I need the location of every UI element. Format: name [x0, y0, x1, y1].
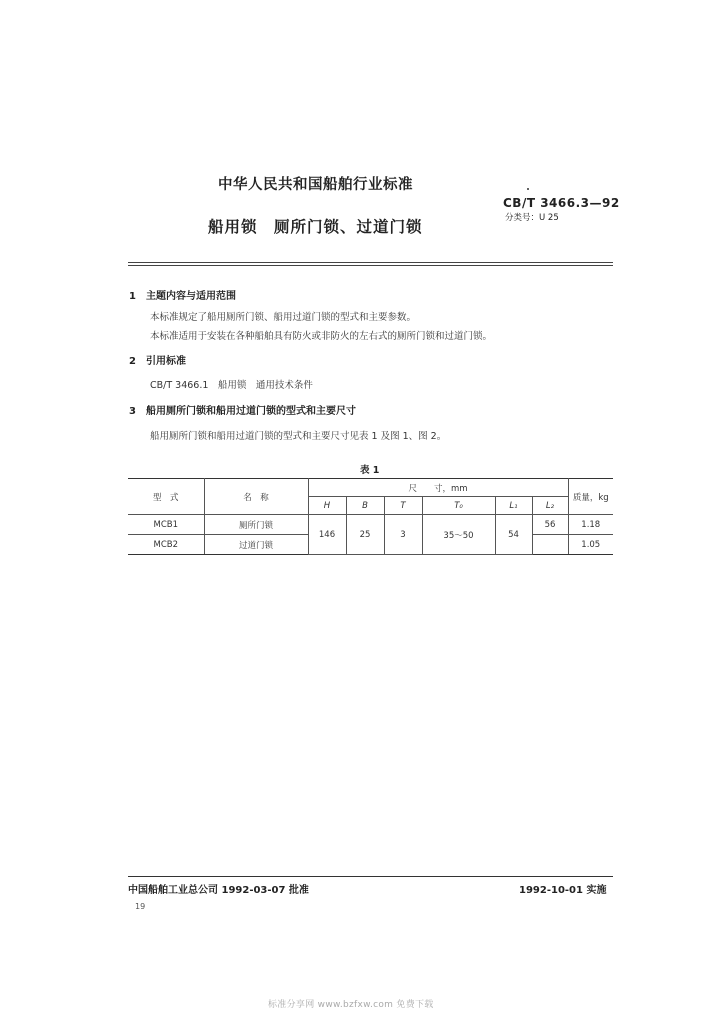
section-1-paragraph-2: 本标准适用于安装在各种船舶具有防火或非防火的左右式的厕所门锁和过道门锁。	[150, 331, 493, 342]
section-3-paragraph-1: 船用厕所门锁和船用过道门锁的型式和主要尺寸见表 1 及图 1、图 2。	[150, 431, 447, 442]
header-dim-l1: L₁	[495, 497, 532, 515]
cell-mass: 1.18	[568, 515, 613, 535]
header-dim-l2: L₂	[532, 497, 568, 515]
approval-line: 中国船舶工业总公司 1992-03-07 批准	[128, 885, 309, 896]
header-dimensions: 尺 寸，mm	[308, 479, 568, 497]
dimensions-table	[128, 478, 613, 555]
cell-l2: 56	[532, 515, 568, 535]
cell-type: MCB2	[128, 535, 204, 555]
header-type: 型 式	[128, 479, 204, 515]
header-rule-secondary	[128, 265, 613, 266]
issuing-organization: 中华人民共和国船舶行业标准	[218, 177, 413, 193]
cell-l2	[532, 535, 568, 555]
header-name: 名 称	[204, 479, 308, 515]
header-rule	[128, 262, 613, 263]
document-title: 船用锁 厕所门锁、过道门锁	[208, 218, 423, 236]
cell-name: 厕所门锁	[204, 515, 308, 535]
section-2-heading: 2 引用标准	[129, 356, 186, 367]
standard-code: CB/T 3466.3—92	[503, 196, 620, 210]
effective-date: 1992-10-01 实施	[519, 885, 607, 896]
section-1-heading: 1 主题内容与适用范围	[129, 291, 236, 302]
table-header-row	[128, 479, 613, 497]
section-3-heading: 3 船用厕所门锁和船用过道门锁的型式和主要尺寸	[129, 406, 356, 417]
header-dim-h: H	[308, 497, 346, 515]
cell-l1: 54	[495, 515, 532, 555]
table-row	[128, 515, 613, 535]
cell-h: 146	[308, 515, 346, 555]
cell-name: 过道门锁	[204, 535, 308, 555]
header-dim-t: T	[384, 497, 422, 515]
header-dim-b: B	[346, 497, 384, 515]
header-dim-t0: T₀	[422, 497, 495, 515]
page-number: 19	[135, 902, 146, 911]
section-2-paragraph-1: CB/T 3466.1 船用锁 通用技术条件	[150, 380, 313, 391]
cell-t: 3	[384, 515, 422, 555]
classification-number: 分类号：U 25	[505, 213, 559, 223]
scan-speck	[527, 188, 529, 190]
table-caption: 表 1	[360, 465, 380, 476]
site-watermark: 标准分享网 www.bzfxw.com 免费下载	[268, 1000, 434, 1010]
cell-type: MCB1	[128, 515, 204, 535]
cell-t0: 35～50	[422, 515, 495, 555]
section-1-paragraph-1: 本标准规定了船用厕所门锁、船用过道门锁的型式和主要参数。	[150, 312, 417, 323]
footer-rule	[128, 876, 613, 877]
cell-mass: 1.05	[568, 535, 613, 555]
cell-b: 25	[346, 515, 384, 555]
header-mass: 质量，kg	[568, 479, 613, 515]
